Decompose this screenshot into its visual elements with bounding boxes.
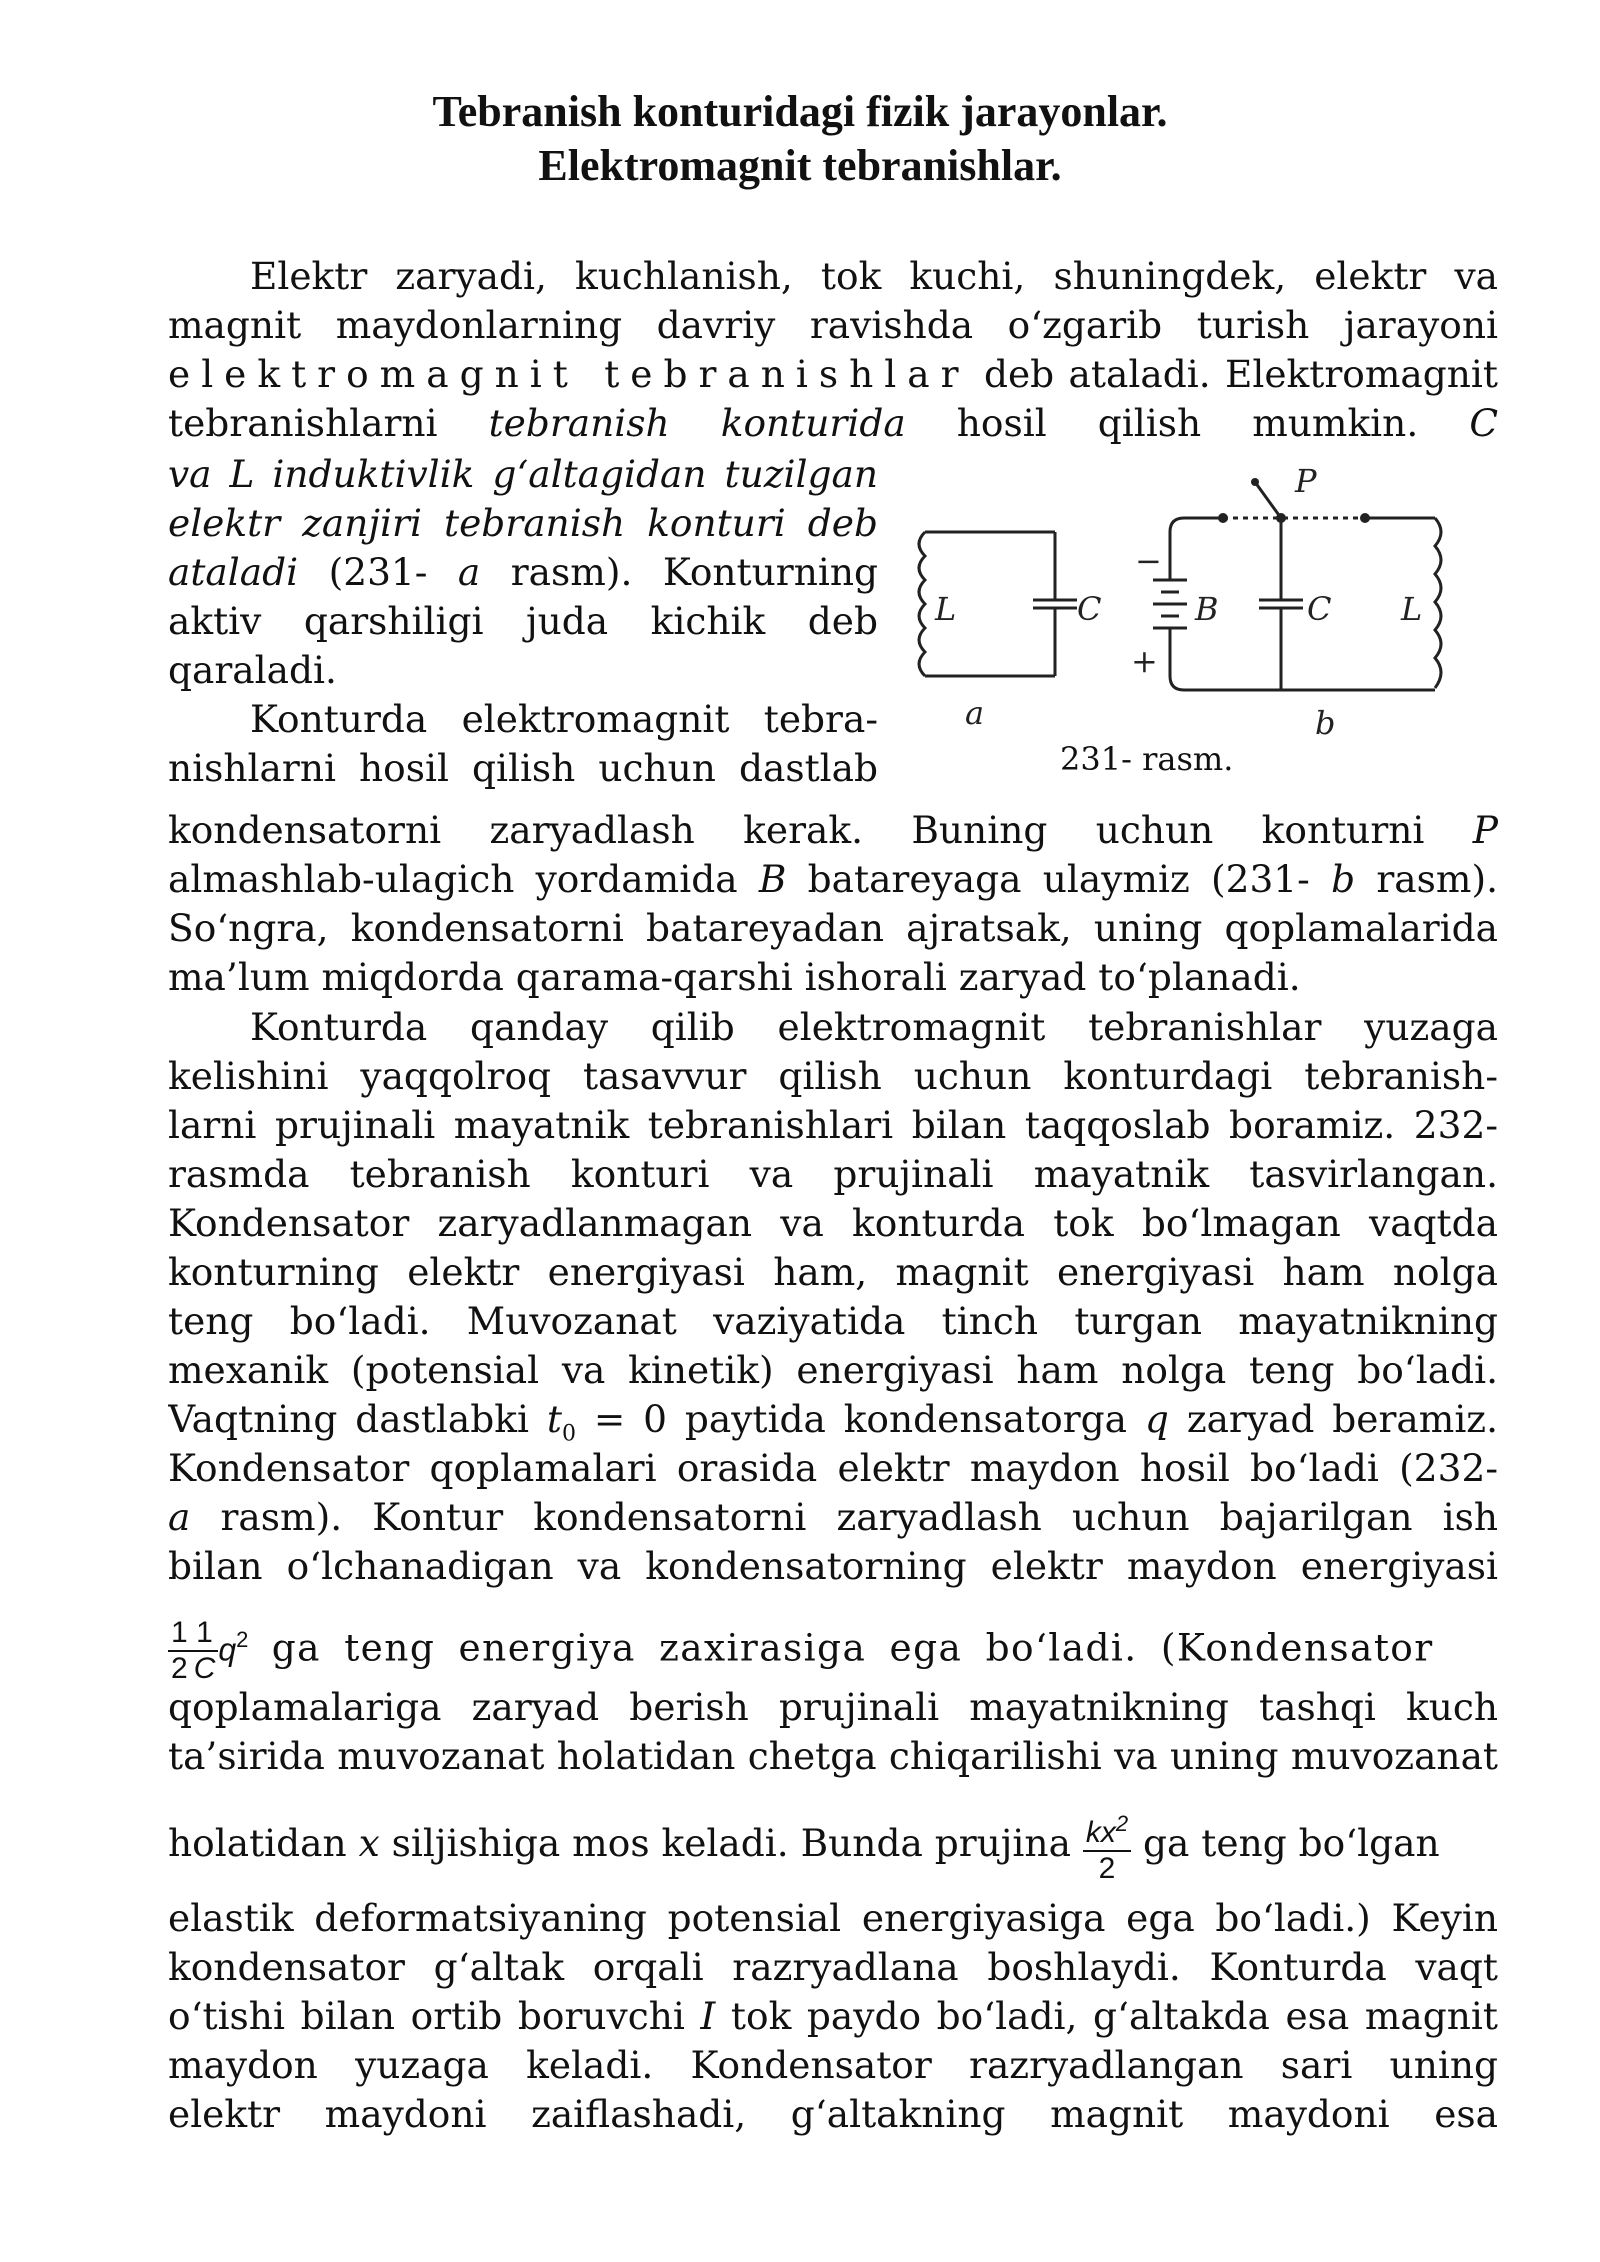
fraction-one-half: $\frac{1}{2}$: [168, 1616, 191, 1686]
text-line: elektr zanjiri tebranish konturi deb: [168, 501, 878, 545]
text-line: elastik deformatsiyaning potensial energiyasiga ega bo‘ladi.) Keyin: [168, 1896, 1498, 1940]
switch-contact: [1360, 513, 1370, 523]
text-line: va L induktivlik g‘altagidan tuzilgan: [168, 452, 878, 496]
wire: [1170, 518, 1223, 532]
spaced-term: elektromagnit tebranishlar: [168, 352, 970, 396]
figure-caption: 231- rasm.: [1060, 740, 1234, 778]
text-line: kelishini yaqqolroq tasavvur qilish uchun konturdagi tebranish-: [168, 1054, 1498, 1098]
label-battery: B: [1195, 590, 1219, 628]
text-line: magnit maydonlarning davriy ravishda o‘zgarib turish jarayoni: [168, 303, 1498, 347]
text-line: o‘tishi bilan ortib boruvchi I tok paydo bo‘ladi, g‘altakda esa magnit: [168, 1994, 1498, 2038]
text-line: larni prujinali mayatnik tebranishlari bilan taqqoslab boramiz. 232-: [168, 1103, 1498, 1147]
label-inductor-right: L: [1401, 590, 1423, 628]
text-line: bilan o‘lchanadigan va kondensatorning elektr maydon energiyasi: [168, 1544, 1498, 1588]
text-line: Konturda elektromagnit tebra-: [250, 697, 878, 741]
label-capacitor-right: C: [1307, 590, 1332, 628]
label-minus: −: [1135, 542, 1162, 580]
label-inductor-left: L: [935, 590, 957, 628]
wire: [1170, 676, 1435, 690]
fraction-kx2-over-2: $\frac{kx^2}{2}$: [1083, 1807, 1131, 1886]
text-line: ma’lum miqdorda qarama-qarshi ishorali zaryad to‘planadi.: [168, 955, 1301, 999]
label-switch: P: [1295, 462, 1317, 500]
text-line: maydon yuzaga keladi. Kondensator razryadlangan sari uning: [168, 2043, 1498, 2087]
text-line: a rasm). Kontur kondensatorni zaryadlash uchun bajarilgan ish: [168, 1495, 1498, 1539]
text-line: kondensatorni zaryadlash kerak. Buning uchun konturni P: [168, 808, 1498, 852]
switch-tip: [1251, 478, 1259, 486]
text-line: Konturda qanday qilib elektromagnit tebranishlar yuzaga: [250, 1005, 1498, 1049]
text-line: qoplamalariga zaryad berish prujinali mayatnikning tashqi kuch: [168, 1685, 1498, 1729]
text-line: elektromagnit tebranishlar deb ataladi. Elektromagnit: [168, 352, 1498, 396]
fraction-one-over-c: $\frac{1}{C}$: [191, 1616, 219, 1686]
label-subfigure-a: a: [965, 694, 985, 732]
text-line: Vaqtning dastlabki $t_0 = 0$ paytida kondensatorga q zaryad beramiz.: [168, 1397, 1498, 1443]
text-line: elektr maydoni zaiflashadi, g‘altakning magnit maydoni esa: [168, 2092, 1498, 2136]
text-line: kondensator g‘altak orqali razryadlana boshlaydi. Konturda vaqt: [168, 1945, 1498, 1989]
title-line-2: Elektromagnit tebranishlar.: [538, 141, 1062, 190]
text-line: almashlab-ulagich yordamida B batareyaga ulaymiz (231- b rasm).: [168, 857, 1498, 901]
text-line: So‘ngra, kondensatorni batareyadan ajratsak, uning qoplamalarida: [168, 906, 1498, 950]
text-line: rasmda tebranish konturi va prujinali mayatnik tasvirlangan.: [168, 1152, 1498, 1196]
inductor-coil-left: [919, 532, 925, 676]
text-line: aktiv qarshiligi juda kichik deb: [168, 599, 878, 643]
title-line-1: Tebranish konturidagi fizik jarayonlar.: [432, 87, 1168, 136]
text-line: teng bo‘ladi. Muvozanat vaziyatida tinch turgan mayatnikning: [168, 1299, 1498, 1343]
text-line: Kondensator zaryadlanmagan va konturda tok bo‘lmagan vaqtda: [168, 1201, 1498, 1245]
text-line: mexanik (potensial va kinetik) energiyasi ham nolga teng bo‘ladi.: [168, 1348, 1498, 1392]
label-subfigure-b: b: [1315, 704, 1336, 742]
text-line: konturning elektr energiyasi ham, magnit energiyasi ham nolga: [168, 1250, 1498, 1294]
text-line: ta’sirida muvozanat holatidan chetga chiqarilishi va uning muvozanat: [168, 1734, 1498, 1778]
switch-contact: [1276, 513, 1286, 523]
inductor-coil-right: [1435, 518, 1441, 688]
formula-line: holatidan x siljishiga mos keladi. Bunda prujina $\frac{kx^2}{2}$ ga teng bo‘lgan: [168, 1795, 1498, 1891]
switch-contact: [1218, 513, 1228, 523]
formula-line: $\frac{1}{2}$ $\frac{1}{C}$ $q^2$ ga teng energiya zaxirasiga ega bo‘ladi. (Kondensator: [168, 1600, 1498, 1680]
text-line: qaraladi.: [168, 648, 337, 692]
text-line: ataladi (231- a rasm). Konturning: [168, 550, 878, 594]
switch-lever: [1255, 482, 1281, 518]
text-line: tebranishlarni tebranish konturida hosil qilish mumkin. C: [168, 401, 1498, 445]
text-line: Kondensator qoplamalari orasida elektr maydon hosil bo‘ladi (232-: [168, 1446, 1498, 1490]
text-line: nishlarni hosil qilish uchun dastlab: [168, 746, 878, 790]
label-plus: +: [1131, 642, 1158, 680]
text-line: Elektr zaryadi, kuchlanish, tok kuchi, shuningdek, elektr va: [250, 254, 1498, 298]
label-capacitor-left: C: [1077, 590, 1102, 628]
